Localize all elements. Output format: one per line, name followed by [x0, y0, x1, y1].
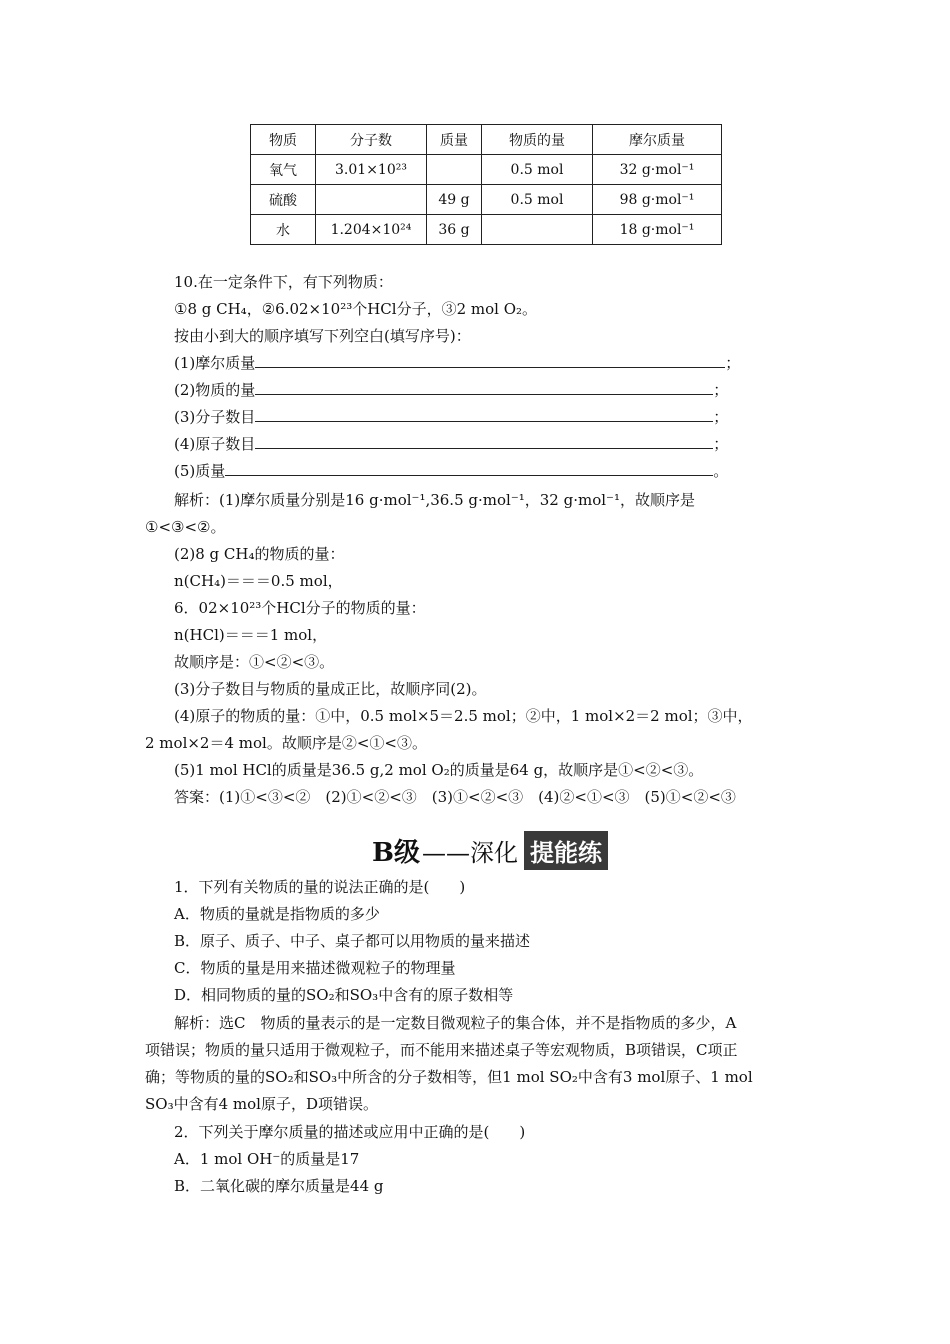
blank-label: (3)分子数目	[174, 408, 256, 426]
analysis-line: 解析：(1)摩尔质量分别是16 g·mol⁻¹,36.5 g·mol⁻¹，32 g·mol⁻¹，故顺序是	[174, 491, 695, 509]
table-cell	[427, 155, 482, 185]
table-cell	[482, 215, 593, 245]
analysis-line: n(CH₄)＝＝＝0.5 mol，	[174, 572, 343, 590]
answer-blank[interactable]	[225, 461, 713, 476]
question-instruction: 按由小到大的顺序填写下列空白(填写序号)：	[174, 327, 471, 345]
analysis-line: 故顺序是：①<②<③。	[174, 653, 335, 671]
table-header: 分子数	[316, 125, 427, 155]
table-cell: 18 g·mol⁻¹	[593, 215, 722, 245]
table-header-row	[251, 125, 722, 155]
section-subtitle: ——深化	[421, 838, 518, 867]
option-item: B．二氧化碳的摩尔质量是44 g	[174, 1177, 384, 1195]
table-cell	[316, 185, 427, 215]
blank-end: ；	[713, 435, 729, 453]
question-stem: 2．下列关于摩尔质量的描述或应用中正确的是( )	[174, 1123, 526, 1141]
table-header: 物质的量	[482, 125, 593, 155]
answer-blank[interactable]	[255, 407, 713, 422]
table-row	[251, 215, 722, 245]
answer-blank-line	[174, 380, 728, 400]
blank-label: (5)质量	[174, 462, 226, 480]
table-cell: 0.5 mol	[482, 185, 593, 215]
answer-blank-line	[174, 461, 728, 481]
table-header: 摩尔质量	[593, 125, 722, 155]
option-item: D．相同物质的量的SO₂和SO₃中含有的原子数相等	[174, 986, 514, 1004]
option-item: A．物质的量就是指物质的多少	[174, 905, 380, 923]
analysis-line: 项错误；物质的量只适用于微观粒子，而不能用来描述桌子等宏观物质，B项错误，C项正	[145, 1041, 738, 1059]
analysis-line: (3)分子数目与物质的量成正比，故顺序同(2)。	[174, 680, 487, 698]
table-header: 质量	[427, 125, 482, 155]
answer-blank-line	[174, 407, 728, 427]
table-cell: 32 g·mol⁻¹	[593, 155, 722, 185]
table-row	[251, 155, 722, 185]
analysis-line: (5)1 mol HCl的质量是36.5 g,2 mol O₂的质量是64 g，故顺序是①<②<③。	[174, 761, 704, 779]
table-cell: 98 g·mol⁻¹	[593, 185, 722, 215]
analysis-line: 确；等物质的量的SO₂和SO₃中所含的分子数相等，但1 mol SO₂中含有3 mol原子、1 mol	[145, 1068, 753, 1086]
question-stem: 1．下列有关物质的量的说法正确的是( )	[174, 878, 466, 896]
table-cell: 36 g	[427, 215, 482, 245]
table-header: 物质	[251, 125, 316, 155]
blank-label: (4)原子数目	[174, 435, 256, 453]
blank-end: ；	[713, 408, 729, 426]
section-badge: 提能练	[524, 831, 608, 870]
section-level: B级	[372, 837, 420, 868]
analysis-line: 解析：选C 物质的量表示的是一定数目微观粒子的集合体，并不是指物质的多少，A	[174, 1014, 737, 1032]
option-item: B．原子、质子、中子、桌子都可以用物质的量来描述	[174, 932, 531, 950]
question-items: ①8 g CH₄，②6.02×10²³个HCl分子，③2 mol O₂。	[174, 300, 538, 318]
option-item: A．1 mol OH⁻的质量是17	[174, 1150, 360, 1168]
table-cell: 1.204×10²⁴	[316, 215, 427, 245]
answer-blank[interactable]	[255, 353, 725, 368]
answer-blank-line	[174, 434, 728, 454]
answer-line: 答案：(1)①<③<② (2)①<②<③ (3)①<②<③ (4)②<①<③ (5)①<②<③	[174, 788, 736, 806]
table-cell: 氧气	[251, 155, 316, 185]
analysis-line: (4)原子的物质的量：①中，0.5 mol×5＝2.5 mol；②中，1 mol×2＝2 mol；③中，	[174, 707, 753, 725]
blank-end: 。	[713, 462, 729, 480]
table-row	[251, 185, 722, 215]
table-cell: 3.01×10²³	[316, 155, 427, 185]
blank-label: (1)摩尔质量	[174, 354, 256, 372]
answer-blank-line	[174, 353, 740, 373]
table-cell: 硫酸	[251, 185, 316, 215]
analysis-line: ①<③<②。	[145, 518, 226, 536]
table-cell: 49 g	[427, 185, 482, 215]
question-stem: 10.在一定条件下，有下列物质：	[174, 273, 393, 291]
analysis-line: 6．02×10²³个HCl分子的物质的量：	[174, 599, 426, 617]
blank-end: ；	[725, 354, 741, 372]
analysis-line: n(HCl)＝＝＝1 mol，	[174, 626, 328, 644]
answer-blank[interactable]	[255, 434, 713, 449]
answer-blank[interactable]	[255, 380, 713, 395]
substance-table	[250, 124, 722, 245]
analysis-line: (2)8 g CH₄的物质的量：	[174, 545, 345, 563]
blank-end: ；	[713, 381, 729, 399]
analysis-line: SO₃中含有4 mol原子，D项错误。	[145, 1095, 378, 1113]
table-cell: 水	[251, 215, 316, 245]
analysis-line: 2 mol×2＝4 mol。故顺序是②<①<③。	[145, 734, 427, 752]
blank-label: (2)物质的量	[174, 381, 256, 399]
table-cell: 0.5 mol	[482, 155, 593, 185]
option-item: C．物质的量是用来描述微观粒子的物理量	[174, 959, 456, 977]
section-heading	[372, 830, 608, 870]
